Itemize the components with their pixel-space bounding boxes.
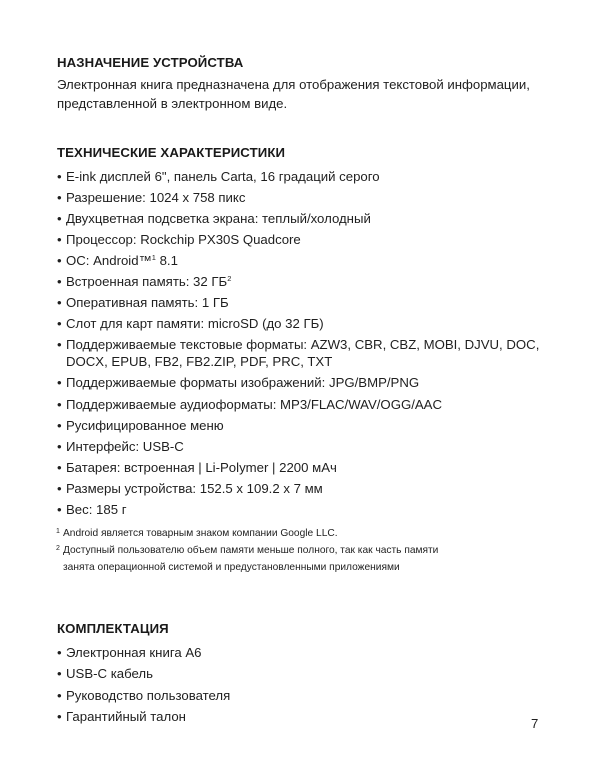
section-purpose	[57, 54, 557, 114]
footnote-2	[57, 543, 557, 577]
spec-item-storage	[57, 273, 557, 290]
footnote-1-mark: 1	[56, 528, 60, 535]
spec-item-card-slot: • Слот для карт памяти: microSD (до 32 ГБ)	[57, 315, 557, 332]
spec-os-label: ОС: Android™	[66, 252, 152, 268]
spec-item-processor: • Процессор: Rockchip PX30S Quadcore	[57, 231, 557, 248]
spec-os-version: 8.1	[155, 252, 178, 268]
kit-item-ebook: • Электронная книга A6	[57, 644, 557, 661]
spec-storage-label: Встроенная память: 32 ГБ	[66, 274, 228, 290]
footnote-1-text: Android является товарным знаком компании Google LLC.	[63, 528, 338, 539]
spec-item-interface: • Интерфейс: USB-C	[57, 438, 557, 455]
spec-text-formats-line-2: DOCX, EPUB, FB2, FB2.ZIP, PDF, PRC, TXT	[66, 354, 333, 370]
spec-item-backlight: • Двухцветная подсветка экрана: теплый/холодный	[57, 210, 557, 227]
page-number: 7	[531, 716, 539, 731]
footnote-2-line-1: Доступный пользователю объем памяти меньше полного, так как часть памяти	[63, 544, 439, 556]
specs-heading: ТЕХНИЧЕСКИЕ ХАРАКТЕРИСТИКИ	[57, 144, 286, 160]
spec-item-weight: • Вес: 185 г	[57, 501, 557, 518]
spec-item-battery: • Батарея: встроенная | Li-Polymer | 2200 мАч	[57, 459, 557, 476]
specs-list	[57, 168, 557, 518]
spec-item-os	[57, 252, 557, 269]
kit-list	[57, 644, 557, 724]
footnote-ref-2: 2	[227, 274, 232, 284]
kit-heading: КОМПЛЕКТАЦИЯ	[57, 621, 169, 637]
kit-item-warranty: • Гарантийный талон	[57, 708, 557, 725]
footnotes	[57, 526, 557, 576]
purpose-text	[57, 76, 557, 114]
kit-item-manual: • Руководство пользователя	[57, 687, 557, 704]
document-page	[57, 54, 557, 729]
section-specs	[57, 144, 557, 577]
spec-item-menu: • Русифицированное меню	[57, 417, 557, 434]
section-kit	[57, 620, 557, 724]
footnote-ref-1: 1	[151, 252, 156, 262]
spec-item-ram: • Оперативная память: 1 ГБ	[57, 294, 557, 311]
purpose-line-2: представленной в электронном виде.	[57, 95, 288, 111]
spec-item-image-formats: • Поддерживаемые форматы изображений: JPG/BMP/PNG	[57, 374, 557, 391]
purpose-heading: НАЗНАЧЕНИЕ УСТРОЙСТВА	[57, 55, 244, 70]
spec-item-text-formats	[57, 336, 557, 370]
spec-item-dimensions: • Размеры устройства: 152.5 x 109.2 x 7 мм	[57, 480, 557, 497]
footnote-2-line-2: занята операционной системой и предустановленными приложениями	[63, 561, 400, 573]
spec-item-audio-formats: • Поддерживаемые аудиоформаты: MP3/FLAC/WAV/OGG/AAC	[57, 396, 557, 413]
footnote-2-mark: 2	[56, 544, 60, 552]
spec-text-formats-line-1: Поддерживаемые текстовые форматы: AZW3, CBR, CBZ, MOBI, DJVU, DOC,	[66, 337, 540, 353]
spec-item-display: • E-ink дисплей 6", панель Carta, 16 градаций серого	[57, 168, 557, 185]
footnote-1	[57, 526, 557, 543]
spec-item-resolution: • Разрешение: 1024 x 758 пикс	[57, 189, 557, 206]
purpose-line-1: Электронная книга предназначена для отображения текстовой информации,	[57, 77, 530, 92]
kit-item-cable: • USB-C кабель	[57, 665, 557, 682]
